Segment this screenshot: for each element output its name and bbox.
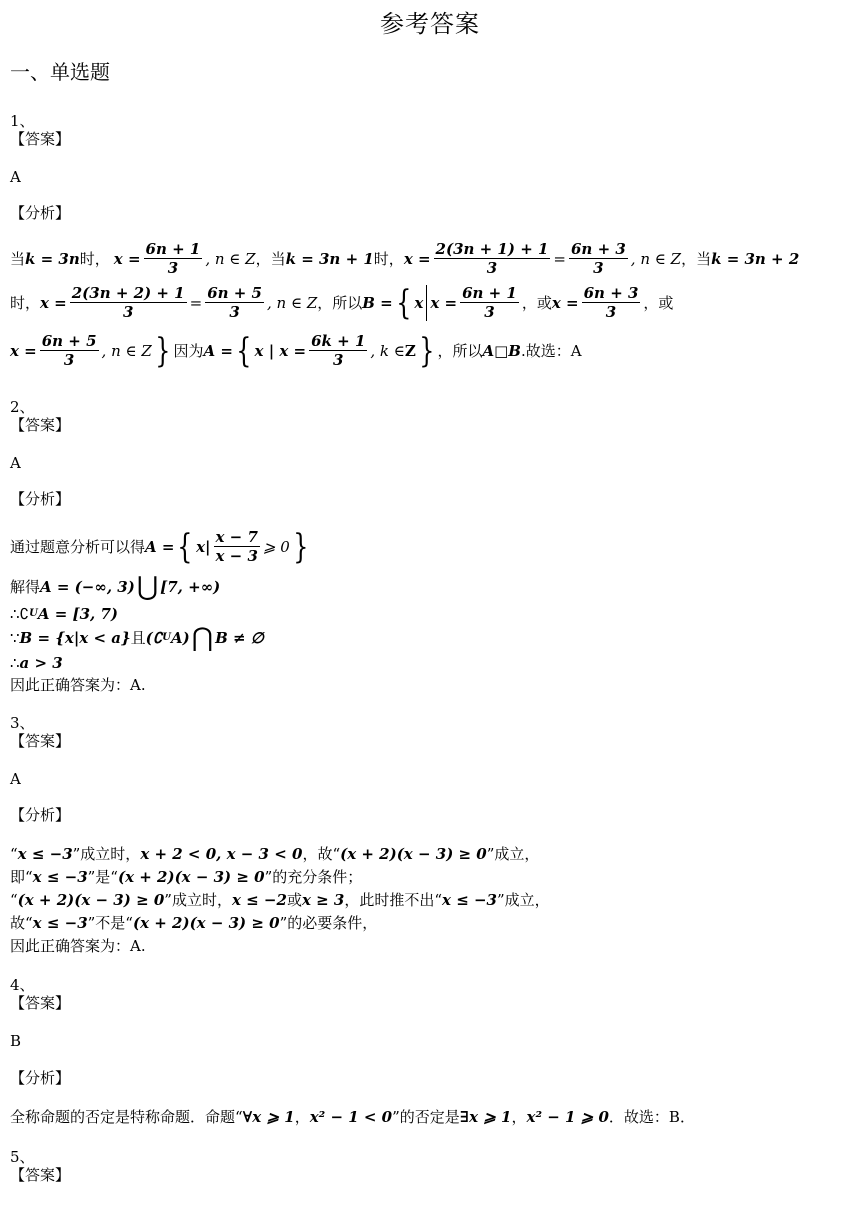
math: x ≤ −3 <box>17 845 73 863</box>
math: x² − 1 < 0 <box>309 1108 393 1126</box>
math: , n ∈ Z <box>267 293 318 312</box>
math: A = <box>203 341 233 360</box>
fraction <box>582 284 641 321</box>
math: x = <box>40 293 67 312</box>
text: ”成立， <box>497 891 550 909</box>
text: ，所以 <box>317 293 363 312</box>
answer-label: 【答案】 <box>10 130 71 148</box>
math: A□B <box>482 341 521 360</box>
text: 时， <box>10 293 41 312</box>
math: x ≤ −2 <box>231 891 287 909</box>
math: B ≠ ∅ <box>215 629 264 647</box>
answer-value: A <box>10 770 21 788</box>
analysis-label: 【分析】 <box>10 204 71 222</box>
set-bar <box>426 285 427 321</box>
math: ⩾ 0 <box>262 537 290 556</box>
text: “ <box>10 845 18 863</box>
math: , n ∈ Z <box>205 249 256 268</box>
right-brace: } <box>155 330 171 371</box>
section-heading: 一、单选题 <box>10 60 110 84</box>
math: Z <box>404 341 416 360</box>
text: 当 <box>10 249 26 268</box>
fraction <box>460 284 519 321</box>
text: 时， <box>373 249 404 268</box>
text: 时， <box>79 249 110 268</box>
fraction <box>205 284 264 321</box>
math: A = (−∞, 3) <box>40 578 135 596</box>
analysis-line <box>10 912 377 934</box>
analysis-line <box>10 572 221 602</box>
fraction <box>144 240 203 277</box>
numerator: 6n + 1 <box>145 240 201 258</box>
denominator: x − 3 <box>215 547 258 565</box>
text: ”的否定是 <box>392 1108 460 1126</box>
math: x = <box>403 249 431 268</box>
denominator: 3 <box>144 258 203 277</box>
analysis-line <box>10 1106 695 1128</box>
numerator: 6n + 3 <box>571 240 626 258</box>
math: x + 2 < 0, x − 3 < 0 <box>140 845 303 863</box>
analysis-label: 【分析】 <box>10 1069 71 1087</box>
math: x² − 1 ⩾ 0 <box>526 1108 609 1126</box>
answer-value: A <box>10 454 21 472</box>
text: 解得 <box>10 578 41 596</box>
text: ，或 <box>643 293 674 312</box>
question-number: 2、 <box>10 398 35 416</box>
text: ”成立， <box>486 845 540 863</box>
text: ∴ <box>10 654 20 672</box>
text: 通过题意分析可以得 <box>10 537 146 556</box>
numerator: 6k + 1 <box>311 332 366 350</box>
math: A) <box>171 629 190 647</box>
math: (x + 2)(x − 3) ≥ 0 <box>17 891 165 909</box>
analysis-line <box>10 240 799 277</box>
answer-label: 【答案】 <box>10 732 71 750</box>
text: ”的充分条件； <box>264 868 363 886</box>
text: ， <box>294 1108 310 1126</box>
math: B = <box>362 293 393 312</box>
numerator: 6n + 1 <box>462 284 517 302</box>
math: , k ∈ <box>370 341 405 360</box>
math: A = [3, 7) <box>37 605 118 623</box>
analysis-line: 因此正确答案为：A. <box>10 937 146 955</box>
math: = <box>553 249 566 268</box>
numerator: 2(3n + 1) + 1 <box>435 240 549 258</box>
math: k = 3n <box>25 249 80 268</box>
math: (∁ <box>145 629 163 647</box>
analysis-line: 因此正确答案为：A. <box>10 676 146 694</box>
math: , n ∈ Z <box>101 341 152 360</box>
fraction <box>309 332 367 369</box>
right-brace: } <box>293 526 309 567</box>
text: 全称命题的否定是特称命题．命题“ <box>10 1108 243 1126</box>
math: x | x = <box>254 341 307 360</box>
analysis-line <box>10 889 550 911</box>
text: 故“ <box>10 914 33 932</box>
numerator: 6n + 5 <box>207 284 262 302</box>
math: x = <box>10 341 37 360</box>
fraction <box>70 284 187 321</box>
left-brace: { <box>236 330 252 371</box>
math: (x + 2)(x − 3) ≥ 0 <box>132 914 280 932</box>
analysis-line <box>10 623 264 653</box>
denominator: 3 <box>434 258 551 277</box>
analysis-line <box>10 866 362 888</box>
subscript: U <box>29 608 38 619</box>
denominator: 3 <box>40 350 99 369</box>
math: x ≥ 3 <box>301 891 345 909</box>
fraction <box>434 240 551 277</box>
text: .故选：A <box>521 341 582 360</box>
numerator: 6n + 5 <box>41 332 97 350</box>
analysis-line <box>10 284 673 321</box>
math: , n ∈ Z <box>630 249 682 268</box>
analysis-line <box>10 603 118 625</box>
answer-label: 【答案】 <box>10 1166 71 1184</box>
math: k = 3n + 2 <box>711 249 800 268</box>
text: ”成立时， <box>72 845 141 863</box>
numerator: 2(3n + 2) + 1 <box>71 284 185 302</box>
text: ”的必要条件， <box>279 914 378 932</box>
analysis-line <box>10 652 63 674</box>
text: 且 <box>130 629 146 647</box>
denominator: 3 <box>309 350 367 369</box>
math: x = <box>113 249 141 268</box>
text: ”成立时， <box>164 891 232 909</box>
question-number: 4、 <box>10 976 35 994</box>
math: x <box>414 293 424 312</box>
math: a > 3 <box>19 654 63 672</box>
math: (x + 2)(x − 3) ≥ 0 <box>340 845 487 863</box>
denominator: 3 <box>569 258 628 277</box>
denominator: 3 <box>70 302 187 321</box>
math: = <box>189 293 203 312</box>
text: ∴ <box>10 605 20 623</box>
math: x ≤ −3 <box>442 891 497 909</box>
question-number: 3、 <box>10 714 35 732</box>
math: x ≤ −3 <box>32 868 88 886</box>
text: ”不是“ <box>87 914 133 932</box>
math: (x + 2)(x − 3) ≥ 0 <box>117 868 265 886</box>
subscript: U <box>162 632 171 643</box>
complement-symbol: ∁ <box>19 605 30 623</box>
analysis-label: 【分析】 <box>10 490 71 508</box>
text: ，此时推不出“ <box>344 891 443 909</box>
text: ．故选：B． <box>608 1108 695 1126</box>
text: ，所以 <box>437 341 483 360</box>
question-number: 1、 <box>10 112 35 130</box>
text: ”是“ <box>87 868 118 886</box>
text: ∵ <box>10 629 20 647</box>
page-title: 参考答案 <box>380 10 480 38</box>
right-brace: } <box>419 330 435 371</box>
answer-label: 【答案】 <box>10 416 71 434</box>
math: A = <box>145 537 175 556</box>
text: ，或 <box>521 293 552 312</box>
text: ，当 <box>681 249 712 268</box>
numerator: x − 7 <box>215 528 258 546</box>
answer-value: B <box>10 1032 22 1050</box>
union-symbol: ⋃ <box>136 572 159 602</box>
math: x| <box>196 537 211 556</box>
text: ，故“ <box>302 845 341 863</box>
math: B = {x|x < a} <box>19 629 131 647</box>
text: ， <box>511 1108 527 1126</box>
text: “ <box>10 891 18 909</box>
intersection-symbol: ⋂ <box>191 623 214 653</box>
math: x ≤ −3 <box>32 914 88 932</box>
analysis-line <box>10 528 311 565</box>
math: ∃x ⩾ 1 <box>459 1108 512 1126</box>
question-number: 5、 <box>10 1148 35 1166</box>
math: [7, +∞) <box>160 578 221 596</box>
text: ，当 <box>255 249 286 268</box>
left-brace: { <box>177 526 193 567</box>
answer-value: A <box>10 168 21 186</box>
denominator: 3 <box>460 302 519 321</box>
answer-label: 【答案】 <box>10 994 71 1012</box>
analysis-line <box>10 843 539 865</box>
math: k = 3n + 1 <box>285 249 374 268</box>
analysis-line <box>10 332 582 369</box>
math: x = <box>430 293 458 312</box>
fraction <box>214 528 260 565</box>
denominator: 3 <box>582 302 641 321</box>
left-brace: { <box>395 282 412 323</box>
denominator: 3 <box>205 302 264 321</box>
text: 因为 <box>173 341 204 360</box>
fraction <box>40 332 99 369</box>
numerator: 6n + 3 <box>583 284 639 302</box>
analysis-label: 【分析】 <box>10 806 71 824</box>
fraction <box>569 240 628 277</box>
math: x = <box>551 293 579 312</box>
text: 或 <box>286 891 302 909</box>
text: 即“ <box>10 868 33 886</box>
math: ∀x ⩾ 1 <box>242 1108 295 1126</box>
